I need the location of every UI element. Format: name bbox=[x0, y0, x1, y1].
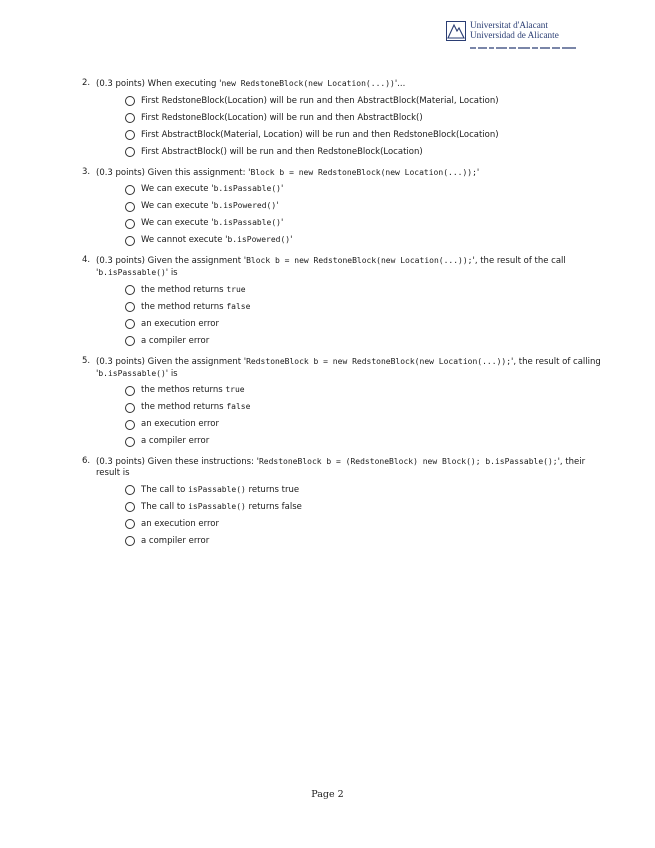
text-run: an execution error bbox=[141, 318, 219, 329]
text-run: When executing ' bbox=[147, 79, 222, 89]
text-run: the methos returns bbox=[141, 385, 226, 396]
code-snippet: false bbox=[226, 301, 251, 311]
text-run: We can execute ' bbox=[141, 201, 214, 212]
question-prompt bbox=[82, 255, 602, 279]
code-snippet: Block b = new RedstoneBlock(new Location(...)); bbox=[246, 256, 473, 266]
answer-option[interactable] bbox=[82, 518, 602, 530]
logo-line-2: Universidad de Alicante bbox=[470, 30, 559, 40]
answer-option[interactable] bbox=[82, 435, 602, 447]
answer-option[interactable] bbox=[82, 484, 602, 496]
code-snippet: true bbox=[226, 284, 246, 294]
text-run: ' bbox=[290, 235, 293, 246]
code-snippet: b.isPassable() bbox=[98, 268, 166, 278]
question bbox=[82, 167, 602, 247]
question bbox=[82, 356, 602, 448]
answer-option[interactable] bbox=[82, 301, 602, 313]
text-run: '... bbox=[394, 79, 406, 89]
radio-button-icon[interactable] bbox=[125, 386, 135, 396]
answer-option[interactable] bbox=[82, 384, 602, 396]
radio-button-icon[interactable] bbox=[125, 202, 135, 212]
university-seal-icon bbox=[446, 21, 466, 41]
answer-option[interactable] bbox=[82, 217, 602, 229]
radio-button-icon[interactable] bbox=[125, 420, 135, 430]
text-run: ' bbox=[276, 201, 279, 212]
question-number: 6. bbox=[82, 456, 91, 467]
answer-option[interactable] bbox=[82, 183, 602, 195]
radio-button-icon[interactable] bbox=[125, 485, 135, 495]
answer-options bbox=[82, 384, 602, 448]
radio-button-icon[interactable] bbox=[125, 319, 135, 329]
question-prompt bbox=[82, 356, 602, 380]
answer-option[interactable] bbox=[82, 418, 602, 430]
radio-button-icon[interactable] bbox=[125, 219, 135, 229]
question-points: (0.3 points) bbox=[96, 457, 145, 468]
question-number: 2. bbox=[82, 78, 91, 88]
text-run: a compiler error bbox=[141, 436, 210, 447]
code-snippet: Block b = new RedstoneBlock(new Location(...)); bbox=[250, 167, 477, 177]
text-run: ' is bbox=[165, 368, 178, 379]
radio-button-icon[interactable] bbox=[125, 536, 135, 546]
university-logo bbox=[446, 21, 580, 57]
text-run: ', the result of calling ' bbox=[96, 356, 601, 379]
question-prompt bbox=[82, 456, 602, 479]
question-prompt bbox=[82, 167, 602, 179]
answer-options bbox=[82, 183, 602, 247]
code-snippet: isPassable() bbox=[188, 501, 246, 511]
answer-option[interactable] bbox=[82, 535, 602, 547]
question bbox=[82, 456, 602, 547]
radio-button-icon[interactable] bbox=[125, 302, 135, 312]
text-run: We cannot execute ' bbox=[141, 235, 228, 246]
text-run: First AbstractBlock() will be run and then RedstoneBlock(Location) bbox=[141, 146, 423, 157]
logo-line-1: Universitat d'Alacant bbox=[470, 20, 548, 30]
text-run: Given the assignment ' bbox=[147, 356, 247, 367]
text-run: the method returns bbox=[141, 402, 227, 413]
text-run: ', the result of the call ' bbox=[96, 256, 566, 279]
text-run: an execution error bbox=[141, 518, 219, 529]
text-run: ' bbox=[281, 218, 284, 229]
answer-options bbox=[82, 484, 602, 548]
answer-option[interactable] bbox=[82, 335, 602, 347]
code-snippet: b.isPassable() bbox=[213, 184, 281, 194]
text-run: First RedstoneBlock(Location) will be run and then AbstractBlock(Material, Location) bbox=[141, 95, 499, 106]
radio-button-icon[interactable] bbox=[125, 502, 135, 512]
text-run: ' is bbox=[165, 268, 178, 279]
text-run: We can execute ' bbox=[141, 218, 214, 229]
code-snippet: RedstoneBlock b = (RedstoneBlock) new Block(); b.isPassable(); bbox=[258, 457, 558, 467]
radio-button-icon[interactable] bbox=[125, 437, 135, 447]
question-prompt bbox=[82, 78, 602, 90]
radio-button-icon[interactable] bbox=[125, 96, 135, 106]
code-snippet: b.isPowered() bbox=[227, 235, 291, 245]
question-number: 4. bbox=[82, 255, 91, 266]
question-number: 3. bbox=[82, 166, 91, 177]
answer-option[interactable] bbox=[82, 129, 602, 141]
question-points: (0.3 points) bbox=[96, 79, 145, 89]
text-run: First AbstractBlock(Material, Location) will be run and then RedstoneBlock(Location) bbox=[141, 129, 499, 140]
answer-options bbox=[82, 95, 602, 159]
code-snippet: b.isPowered() bbox=[213, 201, 277, 211]
text-run: the method returns bbox=[141, 284, 227, 295]
code-snippet: true bbox=[225, 385, 245, 395]
page-number: Page 2 bbox=[311, 789, 344, 800]
text-run: The call to bbox=[141, 484, 189, 495]
text-run: Given this assignment: ' bbox=[147, 167, 251, 178]
answer-option[interactable] bbox=[82, 401, 602, 413]
question-points: (0.3 points) bbox=[96, 167, 145, 178]
answer-option[interactable] bbox=[82, 146, 602, 158]
code-snippet: isPassable() bbox=[188, 484, 246, 494]
text-run: We can execute ' bbox=[141, 184, 214, 195]
answer-option[interactable] bbox=[82, 95, 602, 107]
answer-option[interactable] bbox=[82, 234, 602, 246]
question-points: (0.3 points) bbox=[96, 356, 145, 367]
question bbox=[82, 78, 602, 158]
code-snippet: new RedstoneBlock(new Location(...)) bbox=[221, 79, 395, 88]
text-run: returns false bbox=[245, 501, 302, 512]
radio-button-icon[interactable] bbox=[125, 236, 135, 246]
answer-options bbox=[82, 284, 602, 348]
answer-option[interactable] bbox=[82, 200, 602, 212]
question-list bbox=[82, 78, 602, 556]
answer-option[interactable] bbox=[82, 284, 602, 296]
radio-button-icon[interactable] bbox=[125, 336, 135, 346]
radio-button-icon[interactable] bbox=[125, 185, 135, 195]
code-snippet: b.isPassable() bbox=[213, 218, 281, 228]
answer-option[interactable] bbox=[82, 318, 602, 330]
logo-wordmark bbox=[470, 20, 559, 40]
text-run: ' bbox=[281, 184, 284, 195]
radio-button-icon[interactable] bbox=[125, 403, 135, 413]
radio-button-icon[interactable] bbox=[125, 519, 135, 529]
text-run: The call to bbox=[141, 501, 189, 512]
radio-button-icon[interactable] bbox=[125, 147, 135, 157]
answer-option[interactable] bbox=[82, 501, 602, 513]
logo-subtitle-graphic bbox=[470, 44, 578, 53]
answer-option[interactable] bbox=[82, 112, 602, 124]
question bbox=[82, 255, 602, 347]
code-snippet: b.isPassable() bbox=[98, 368, 166, 378]
text-run: a compiler error bbox=[141, 535, 210, 546]
text-run: First RedstoneBlock(Location) will be run and then AbstractBlock() bbox=[141, 112, 423, 123]
radio-button-icon[interactable] bbox=[125, 130, 135, 140]
code-snippet: false bbox=[226, 402, 251, 412]
text-run: returns true bbox=[245, 484, 300, 495]
radio-button-icon[interactable] bbox=[125, 285, 135, 295]
text-run: ', their result is bbox=[96, 457, 586, 479]
text-run: Given these instructions: ' bbox=[147, 457, 259, 468]
text-run: a compiler error bbox=[141, 335, 210, 346]
text-run: ' bbox=[476, 167, 480, 178]
question-number: 5. bbox=[82, 355, 91, 366]
text-run: the method returns bbox=[141, 301, 227, 312]
text-run: Given the assignment ' bbox=[147, 256, 247, 267]
question-points: (0.3 points) bbox=[96, 256, 145, 267]
code-snippet: RedstoneBlock b = new RedstoneBlock(new Location(...)); bbox=[246, 356, 512, 366]
radio-button-icon[interactable] bbox=[125, 113, 135, 123]
text-run: an execution error bbox=[141, 419, 219, 430]
